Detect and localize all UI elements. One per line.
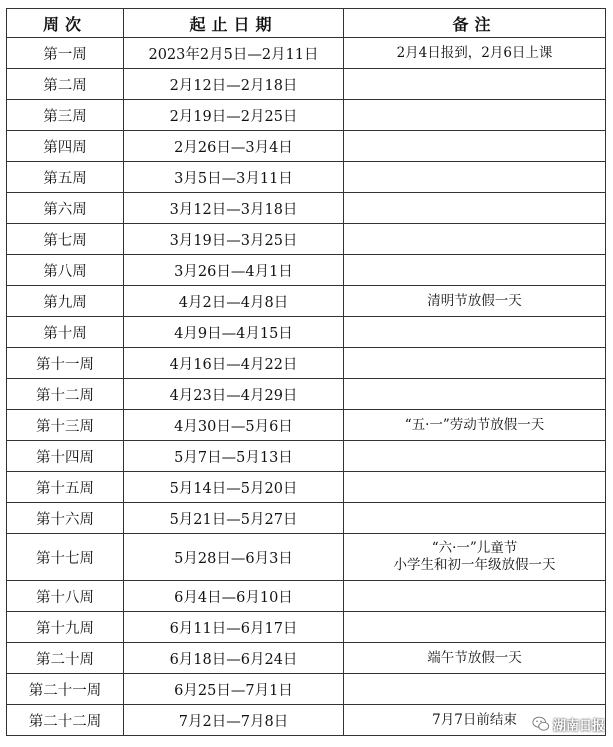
table-row <box>7 286 606 317</box>
notes-cell <box>344 612 606 643</box>
watermark-text: 湖南日报 <box>552 718 605 734</box>
week-cell: 第一周 <box>7 38 124 69</box>
note-line: 清明节放假一天 <box>427 292 522 309</box>
table-row <box>7 38 606 69</box>
dates-cell: 4月30日—5月6日 <box>124 410 344 441</box>
notes-cell <box>344 100 606 131</box>
week-cell: 第十七周 <box>7 534 124 581</box>
dates-cell: 5月7日—5月13日 <box>124 441 344 472</box>
note-line: 小学生和初一年级放假一天 <box>393 557 556 573</box>
table-row <box>7 705 606 736</box>
dates-cell: 5月21日—5月27日 <box>124 503 344 534</box>
note-line: “五·一”劳动节放假一天 <box>404 416 545 433</box>
week-cell: 第十九周 <box>7 612 124 643</box>
table-row <box>7 643 606 674</box>
schedule-table <box>6 8 606 736</box>
dates-cell: 4月2日—4月8日 <box>124 286 344 317</box>
schedule-body <box>7 38 606 736</box>
notes-cell <box>344 38 606 69</box>
week-cell: 第十四周 <box>7 441 124 472</box>
dates-cell: 6月25日—7月1日 <box>124 674 344 705</box>
dates-cell: 3月5日—3月11日 <box>124 162 344 193</box>
week-cell: 第十五周 <box>7 472 124 503</box>
table-row <box>7 69 606 100</box>
note-line: 7月7日前结束 <box>432 711 517 728</box>
table-row <box>7 534 606 581</box>
table-row <box>7 162 606 193</box>
dates-cell: 5月14日—5月20日 <box>124 472 344 503</box>
table-row <box>7 100 606 131</box>
table-row <box>7 441 606 472</box>
dates-cell: 6月18日—6月24日 <box>124 643 344 674</box>
table-row <box>7 348 606 379</box>
notes-cell <box>344 534 606 581</box>
week-cell: 第十周 <box>7 317 124 348</box>
table-row <box>7 379 606 410</box>
notes-cell <box>344 193 606 224</box>
table-row <box>7 472 606 503</box>
week-cell: 第六周 <box>7 193 124 224</box>
dates-cell: 2023年2月5日—2月11日 <box>124 38 344 69</box>
table-row <box>7 193 606 224</box>
notes-cell <box>344 674 606 705</box>
notes-cell <box>344 503 606 534</box>
note-line: “六·一”儿童节 <box>431 540 518 556</box>
table-row <box>7 131 606 162</box>
dates-cell: 5月28日—6月3日 <box>124 534 344 581</box>
week-cell: 第十三周 <box>7 410 124 441</box>
dates-cell: 2月26日—3月4日 <box>124 131 344 162</box>
notes-cell <box>344 348 606 379</box>
notes-cell <box>344 224 606 255</box>
note-line: 端午节放假一天 <box>427 649 522 666</box>
table-row <box>7 612 606 643</box>
schedule-sheet <box>6 8 605 736</box>
dates-cell: 2月19日—2月25日 <box>124 100 344 131</box>
table-row <box>7 224 606 255</box>
notes-cell <box>344 379 606 410</box>
notes-cell <box>344 472 606 503</box>
week-cell: 第十八周 <box>7 581 124 612</box>
week-cell: 第十二周 <box>7 379 124 410</box>
week-cell: 第十一周 <box>7 348 124 379</box>
table-row <box>7 581 606 612</box>
header-notes: 备注 <box>344 9 606 38</box>
notes-cell <box>344 581 606 612</box>
note-line: 2月4日报到，2月6日上课 <box>396 44 553 61</box>
table-row <box>7 674 606 705</box>
week-cell: 第七周 <box>7 224 124 255</box>
notes-cell <box>344 69 606 100</box>
source-watermark <box>532 713 605 735</box>
dates-cell: 4月9日—4月15日 <box>124 317 344 348</box>
dates-cell: 7月2日—7月8日 <box>124 705 344 736</box>
dates-cell: 3月19日—3月25日 <box>124 224 344 255</box>
dates-cell: 4月16日—4月22日 <box>124 348 344 379</box>
week-cell: 第九周 <box>7 286 124 317</box>
notes-cell <box>344 286 606 317</box>
header-week: 周次 <box>7 9 124 38</box>
week-cell: 第二周 <box>7 69 124 100</box>
notes-cell <box>344 162 606 193</box>
week-cell: 第四周 <box>7 131 124 162</box>
notes-cell <box>344 441 606 472</box>
header-dates: 起止日期 <box>124 9 344 38</box>
week-cell: 第二十周 <box>7 643 124 674</box>
notes-cell <box>344 410 606 441</box>
table-row <box>7 317 606 348</box>
dates-cell: 6月4日—6月10日 <box>124 581 344 612</box>
week-cell: 第八周 <box>7 255 124 286</box>
table-row <box>7 255 606 286</box>
week-cell: 第十六周 <box>7 503 124 534</box>
week-cell: 第二十一周 <box>7 674 124 705</box>
notes-cell <box>344 643 606 674</box>
week-cell: 第二十二周 <box>7 705 124 736</box>
table-row <box>7 410 606 441</box>
dates-cell: 3月12日—3月18日 <box>124 193 344 224</box>
header-row <box>7 9 606 38</box>
dates-cell: 6月11日—6月17日 <box>124 612 344 643</box>
week-cell: 第五周 <box>7 162 124 193</box>
notes-cell <box>344 255 606 286</box>
dates-cell: 3月26日—4月1日 <box>124 255 344 286</box>
notes-cell <box>344 131 606 162</box>
dates-cell: 2月12日—2月18日 <box>124 69 344 100</box>
week-cell: 第三周 <box>7 100 124 131</box>
dates-cell: 4月23日—4月29日 <box>124 379 344 410</box>
notes-cell <box>344 317 606 348</box>
wechat-icon <box>532 715 550 733</box>
table-row <box>7 503 606 534</box>
